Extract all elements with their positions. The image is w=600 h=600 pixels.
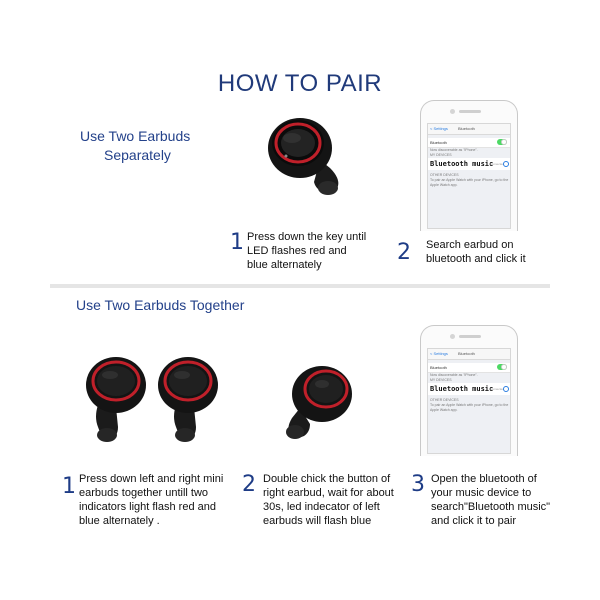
bluetooth-row-label: Bluetooth [430, 365, 447, 370]
device-status: Connected [489, 387, 504, 391]
s1-step1-text: Press down the key until LED flashes red and blue alternately [247, 231, 367, 271]
device-status: Connected [489, 162, 504, 166]
page-title: HOW TO PAIR [217, 70, 383, 97]
s2-step1-number: 1 [62, 474, 76, 499]
back-link[interactable]: < Settings [430, 351, 448, 356]
screen-title: Bluetooth [458, 351, 475, 356]
bluetooth-toggle[interactable] [497, 364, 507, 370]
my-devices-header: MY DEVICES [430, 378, 452, 382]
camera-icon [450, 334, 455, 339]
s1-step1-number: 1 [230, 230, 244, 255]
watch-text: To pair an Apple Watch with your iPhone, go to the Apple Watch app. [430, 403, 509, 412]
other-devices-header: OTHER DEVICES [430, 173, 459, 177]
info-icon[interactable] [503, 161, 509, 167]
info-icon[interactable] [503, 386, 509, 392]
speaker-icon [459, 110, 481, 113]
s1-step2-number: 2 [397, 240, 411, 265]
bluetooth-row-label: Bluetooth [430, 140, 447, 145]
phone-screen [427, 348, 511, 454]
s1-step2-text: Search earbud on bluetooth and click it [426, 239, 526, 265]
bluetooth-device-row[interactable] [428, 383, 510, 395]
section1-label-line2: Separately [104, 147, 171, 163]
device-name: Bluetooth music [430, 160, 494, 168]
s2-step2-text: Double chick the button of right earbud, wait for about 30s, led indecator of left earbuds will flash blue [263, 473, 394, 527]
device-name: Bluetooth music [430, 385, 494, 393]
back-link[interactable]: < Settings [430, 126, 448, 131]
speaker-icon [459, 335, 481, 338]
phone-image-2 [420, 325, 518, 456]
watch-text: To pair an Apple Watch with your iPhone, go to the Apple Watch app. [430, 178, 509, 187]
other-devices-header: OTHER DEVICES [430, 398, 459, 402]
section-divider [50, 284, 550, 288]
section2-label: Use Two Earbuds Together [76, 297, 245, 313]
section1-label-line1: Use Two Earbuds [80, 128, 191, 144]
s2-step3-number: 3 [411, 472, 425, 497]
phone-screen [427, 123, 511, 229]
discoverable-text: Now discoverable as "iPhone". [430, 373, 478, 377]
bluetooth-toggle[interactable] [497, 139, 507, 145]
s2-step2-number: 2 [242, 472, 256, 497]
my-devices-header: MY DEVICES [430, 153, 452, 157]
earbud-right-image [278, 362, 358, 442]
camera-icon [450, 109, 455, 114]
screen-title: Bluetooth [458, 126, 475, 131]
earbud-single-image [262, 112, 352, 198]
bluetooth-device-row[interactable] [428, 158, 510, 170]
s2-step3-text: Open the bluetooth of your music device to search"Bluetooth music" and click it to pair [431, 473, 551, 527]
phone-image-1 [420, 100, 518, 231]
earbuds-pair-image [80, 355, 230, 450]
s2-step1-text: Press down left and right mini earbuds together untill two indicators light flash red and blue alternately . [79, 473, 224, 527]
discoverable-text: Now discoverable as "iPhone". [430, 148, 478, 152]
